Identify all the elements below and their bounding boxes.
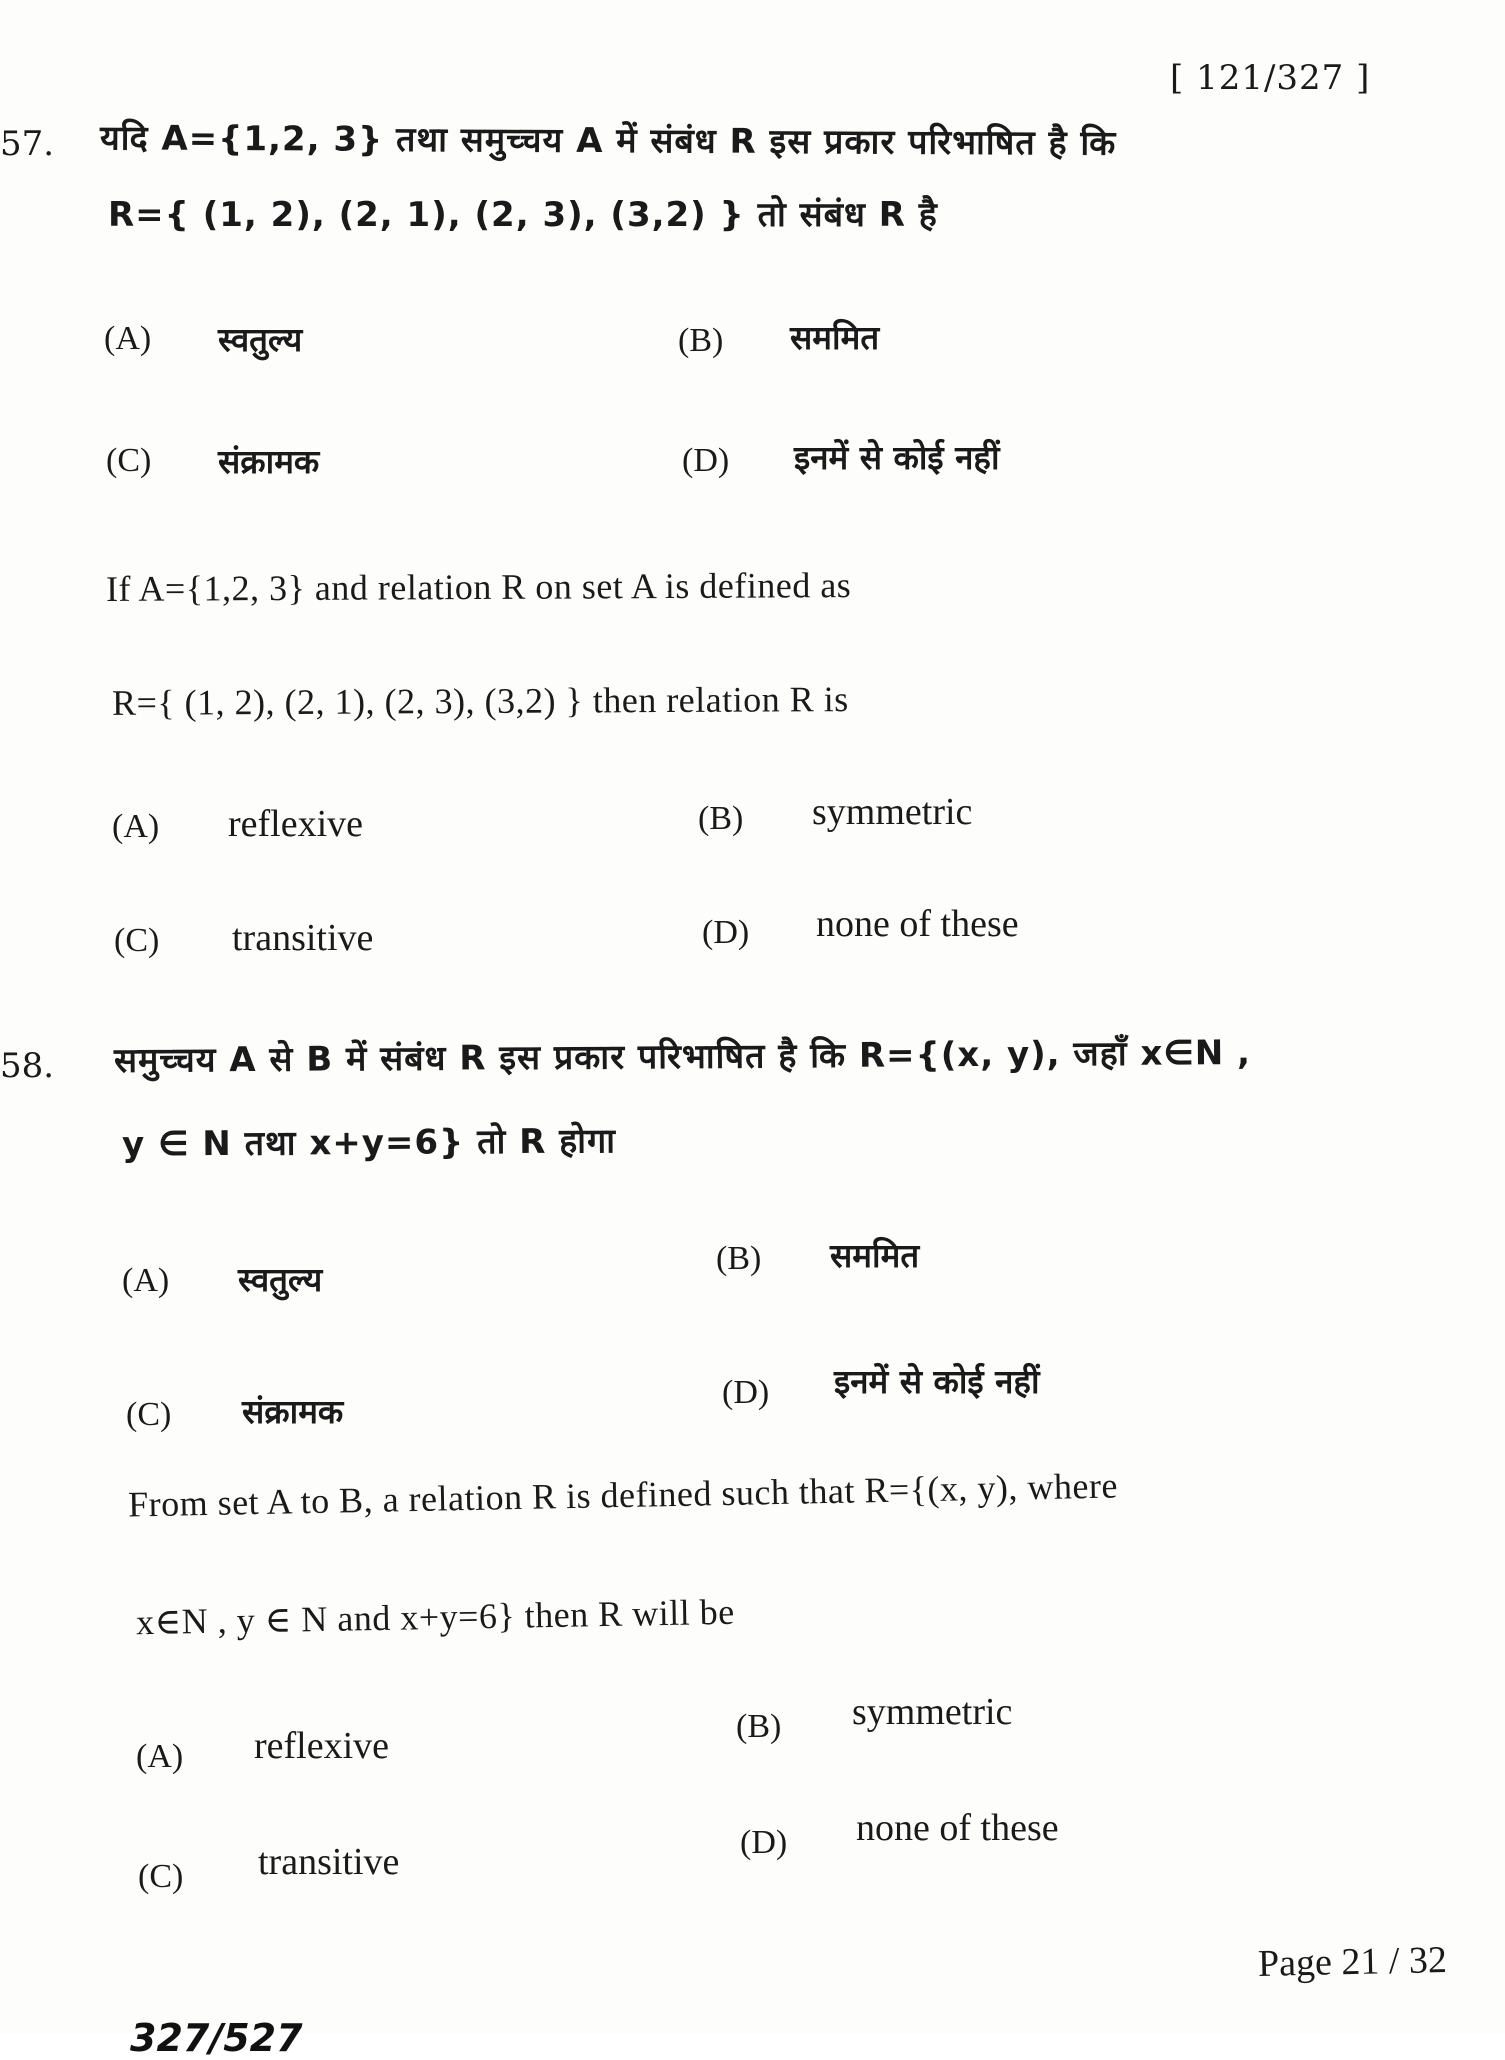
- q57-en-option-d: none of these: [816, 903, 1019, 945]
- q57-english-line-2: R={ (1, 2), (2, 1), (2, 3), (3,2) } then relation R is: [111, 679, 849, 723]
- q58-en-option-a: reflexive: [254, 1725, 390, 1767]
- q57-en-option-a: reflexive: [228, 803, 364, 845]
- q57-hi-option-c-label: (C): [106, 442, 152, 479]
- q57-hi-option-a-label: (A): [104, 320, 152, 357]
- q58-en-option-b-label: (B): [736, 1708, 782, 1745]
- q58-hi-option-d: इनमें से कोई नहीं: [834, 1362, 1040, 1401]
- q58-en-option-d-label: (D): [740, 1824, 788, 1861]
- paper-code: [ 121/327 ]: [1170, 58, 1371, 98]
- q58-hi-option-c: संक्रामक: [242, 1392, 344, 1431]
- q57-hi-option-d-label: (D): [682, 442, 730, 479]
- q58-en-option-c: transitive: [258, 1841, 400, 1883]
- q58-hindi-line-1: समुच्चय A से B में संबंध R इस प्रकार परिभाषित है कि R={(x, y), जहाँ x∈N ,: [113, 1033, 1252, 1081]
- q57-english-line-1: If A={1,2, 3} and relation R on set A is defined as: [105, 565, 852, 609]
- q58-en-option-b: symmetric: [852, 1691, 1013, 1733]
- q58-english-line-2: x∈N , y ∈ N and x+y=6} then R will be: [135, 1591, 735, 1643]
- q58-hindi-line-2: y ∈ N तथा x+y=6} तो R होगा: [121, 1121, 617, 1165]
- q57-en-option-b: symmetric: [812, 791, 973, 833]
- q58-hi-option-d-label: (D): [722, 1374, 770, 1411]
- question-number-57: 57.: [0, 124, 55, 164]
- cutoff-code: 327/527: [130, 2016, 303, 2060]
- q57-en-option-c-label: (C): [114, 922, 160, 959]
- q57-en-option-a-label: (A): [112, 808, 160, 845]
- q57-hi-option-b: सममित: [790, 318, 880, 357]
- q58-hi-option-c-label: (C): [126, 1396, 172, 1433]
- q58-hi-option-b: सममित: [830, 1236, 920, 1275]
- q57-hindi-line-2: R={ (1, 2), (2, 1), (2, 3), (3,2) } तो संबंध R है: [108, 195, 938, 235]
- q57-hi-option-d: इनमें से कोई नहीं: [794, 438, 1000, 477]
- page-number: Page 21 / 32: [1257, 1939, 1448, 1985]
- q58-hi-option-b-label: (B): [716, 1240, 762, 1277]
- question-number-58: 58.: [0, 1046, 55, 1086]
- q57-en-option-b-label: (B): [698, 800, 744, 837]
- q57-hi-option-c: संक्रामक: [218, 442, 320, 481]
- q58-hi-option-a-label: (A): [122, 1262, 170, 1299]
- q58-hi-option-a: स्वतुल्य: [238, 1260, 323, 1299]
- q57-hi-option-a: स्वतुल्य: [218, 320, 303, 359]
- q57-hi-option-b-label: (B): [678, 322, 724, 359]
- q58-en-option-a-label: (A): [136, 1738, 184, 1775]
- q58-en-option-c-label: (C): [138, 1858, 184, 1895]
- q57-en-option-d-label: (D): [702, 914, 750, 951]
- q57-hindi-line-1: यदि A={1,2, 3} तथा समुच्चय A में संबंध R इस प्रकार परिभाषित है कि: [99, 118, 1117, 164]
- q57-en-option-c: transitive: [232, 917, 374, 959]
- q58-english-line-1: From set A to B, a relation R is defined such that R={(x, y), where: [127, 1465, 1119, 1525]
- q58-en-option-d: none of these: [856, 1807, 1059, 1849]
